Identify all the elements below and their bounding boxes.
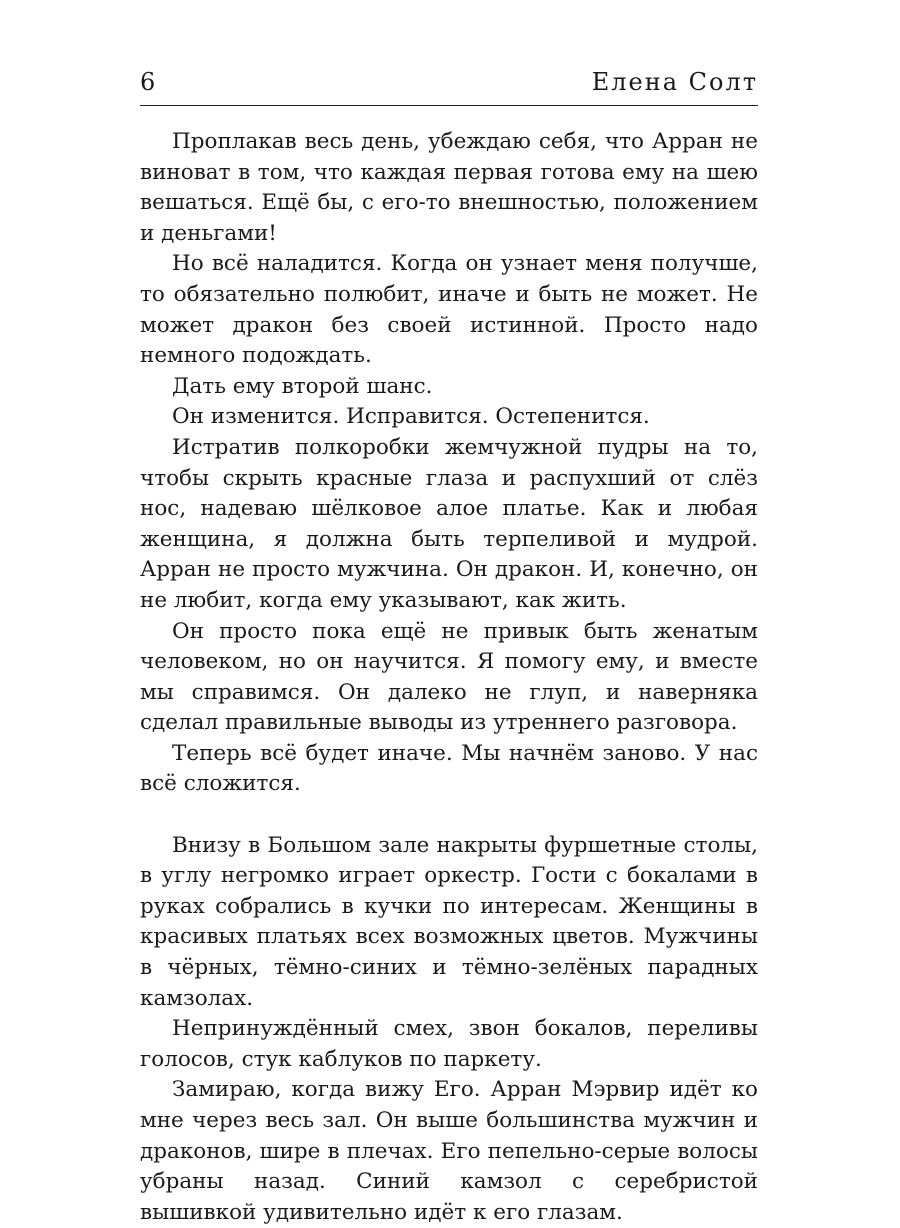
page-header	[140, 64, 758, 100]
running-head-author: Елена Солт	[591, 68, 758, 96]
paragraph: Теперь всё будет иначе. Мы начнём заново. У нас всё сложится.	[140, 740, 758, 797]
paragraph: Внизу в Большом зале накрыты фуршетные столы, в углу негромко играет оркестр. Гости с бокалами в руках собрались в кучки по интересам. Женщины в красивых платьях всех возможных цветов. Мужчины в чёрных, тёмно-синих и тёмно-зелёных парадных камзолах.	[140, 832, 758, 1011]
paragraph: Непринуждённый смех, звон бокалов, переливы голосов, стук каблуков по паркету.	[140, 1016, 758, 1072]
body-text	[140, 127, 758, 1228]
paragraph: Истратив полкоробки жемчужной пудры на то, чтобы скрыть красные глаза и распухший от слёз нос, надеваю шёлковое алое платье. Как и любая женщина, я должна быть терпеливой и мудрой. Арран не просто мужчина. Он дракон. И, конечно, он не любит, когда ему указывают, как жить.	[140, 434, 758, 613]
paragraph: Замираю, когда вижу Его. Арран Мэрвир идёт ко мне через весь зал. Он выше большинства мужчин и драконов, шире в плечах. Его пепельно-серые волосы убраны назад. Синий камзол с серебристой вышивкой удивительно идёт к его глазам.	[140, 1077, 758, 1225]
page-number: 6	[140, 68, 156, 96]
section-break	[140, 800, 758, 831]
header-rule	[140, 105, 758, 106]
paragraph: Он изменится. Исправится. Остепенится.	[172, 404, 650, 430]
paragraph: Он просто пока ещё не привык быть женатым человеком, но он научится. Я помогу ему, и вместе мы справимся. Он далеко не глуп, и наверняка сделал правильные выводы из утреннего разговора.	[140, 618, 758, 736]
paragraph: Но всё наладится. Когда он узнает меня получше, то обязательно полюбит, иначе и быть не может. Не может дракон без своей истинной. Просто надо немного подождать.	[140, 251, 758, 369]
paragraph: Проплакав весь день, убеждаю себя, что Арран не виноват в том, что каждая первая готова ему на шею вешаться. Ещё бы, с его-то внешностью, положением и деньгами!	[140, 129, 758, 246]
paragraph: Дать ему второй шанс.	[172, 373, 433, 399]
